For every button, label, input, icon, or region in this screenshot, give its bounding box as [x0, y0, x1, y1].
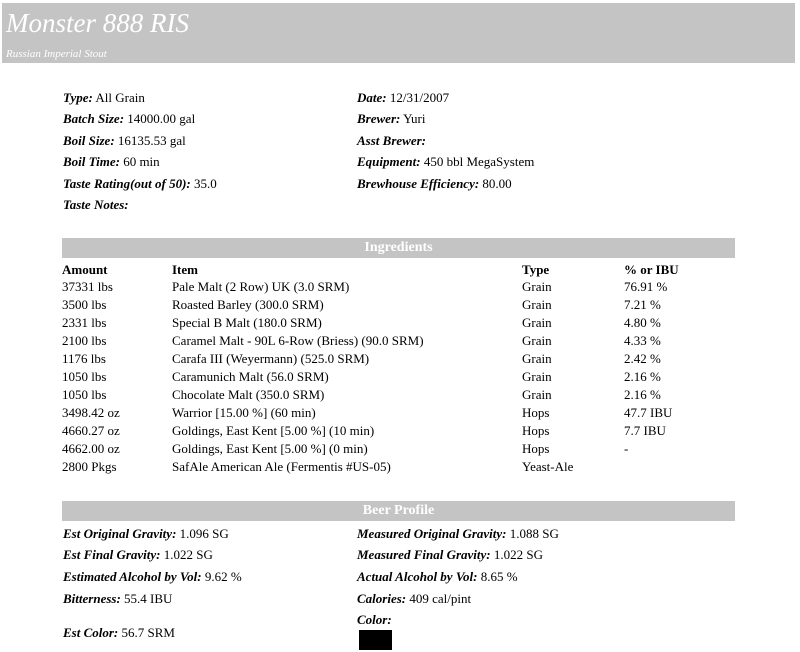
profile-measured-og: Measured Original Gravity: 1.088 SG [357, 526, 559, 541]
info-batch-size: Batch Size: 14000.00 gal [63, 111, 196, 126]
cell-percent-ibu: 2.16 % [624, 369, 661, 384]
cell-amount: 2800 Pkgs [62, 459, 117, 474]
cell-percent-ibu: 2.16 % [624, 387, 661, 402]
cell-amount: 4662.00 oz [62, 441, 120, 456]
info-asst-brewer: Asst Brewer: [357, 133, 426, 148]
cell-item: Goldings, East Kent [5.00 %] (0 min) [172, 441, 368, 456]
table-row [62, 278, 734, 296]
cell-percent-ibu: 7.21 % [624, 297, 661, 312]
recipe-title: Monster 888 RIS [6, 8, 189, 38]
info-equipment: Equipment: 450 bbl MegaSystem [357, 154, 535, 169]
cell-item: Caramunich Malt (56.0 SRM) [172, 369, 329, 384]
cell-type: Grain [522, 315, 552, 330]
info-boil-size: Boil Size: 16135.53 gal [63, 133, 186, 148]
profile-est-abv: Estimated Alcohol by Vol: 9.62 % [63, 569, 242, 584]
cell-type: Grain [522, 387, 552, 402]
profile-est-fg: Est Final Gravity: 1.022 SG [63, 547, 213, 562]
profile-color-label: Color: [357, 612, 392, 627]
info-boil-time: Boil Time: 60 min [63, 154, 160, 169]
cell-type: Grain [522, 369, 552, 384]
cell-type: Yeast-Ale [522, 459, 574, 474]
cell-item: Warrior [15.00 %] (60 min) [172, 405, 316, 420]
cell-percent-ibu: 76.91 % [624, 279, 668, 294]
table-row [62, 440, 734, 458]
col-amount: Amount [62, 262, 108, 277]
cell-percent-ibu: 7.7 IBU [624, 423, 666, 438]
table-row [62, 386, 734, 404]
cell-percent-ibu [624, 458, 734, 476]
cell-type: Hops [522, 441, 550, 456]
table-row [62, 350, 734, 368]
ingredients-heading: Ingredients [62, 238, 735, 258]
cell-item: Caramel Malt - 90L 6-Row (Briess) (90.0 SRM) [172, 333, 424, 348]
table-row [62, 296, 734, 314]
cell-type: Hops [522, 423, 550, 438]
cell-item: Pale Malt (2 Row) UK (3.0 SRM) [172, 279, 350, 294]
col-type: Type [522, 262, 550, 277]
table-row [62, 458, 734, 476]
cell-item: Carafa III (Weyermann) (525.0 SRM) [172, 351, 370, 366]
profile-actual-abv: Actual Alcohol by Vol: 8.65 % [357, 569, 518, 584]
profile-est-color: Est Color: 56.7 SRM [63, 625, 175, 640]
recipe-style: Russian Imperial Stout [6, 48, 107, 60]
info-taste-rating: Taste Rating(out of 50): 35.0 [63, 176, 217, 191]
cell-type: Grain [522, 351, 552, 366]
cell-amount: 2100 lbs [62, 333, 107, 348]
col-percent-ibu: % or IBU [624, 262, 679, 277]
cell-amount: 37331 lbs [62, 279, 113, 294]
info-type: Type: All Grain [63, 90, 145, 105]
cell-item: Chocolate Malt (350.0 SRM) [172, 387, 325, 402]
cell-percent-ibu: 4.80 % [624, 315, 661, 330]
cell-amount: 1176 lbs [62, 351, 106, 366]
cell-amount: 1050 lbs [62, 387, 107, 402]
cell-amount: 2331 lbs [62, 315, 107, 330]
color-swatch [359, 630, 392, 650]
cell-amount: 1050 lbs [62, 369, 107, 384]
info-brewer: Brewer: Yuri [357, 111, 426, 126]
col-item: Item [172, 262, 198, 277]
cell-type: Grain [522, 333, 552, 348]
cell-item: Goldings, East Kent [5.00 %] (10 min) [172, 423, 375, 438]
profile-measured-fg: Measured Final Gravity: 1.022 SG [357, 547, 543, 562]
cell-percent-ibu: 2.42 % [624, 351, 661, 366]
cell-item: SafAle American Ale (Fermentis #US-05) [172, 459, 391, 474]
info-date: Date: 12/31/2007 [357, 90, 450, 105]
beer-profile-heading: Beer Profile [62, 501, 735, 521]
cell-amount: 4660.27 oz [62, 423, 120, 438]
cell-amount: 3500 lbs [62, 297, 107, 312]
cell-percent-ibu: 4.33 % [624, 333, 661, 348]
recipe-header [2, 3, 795, 63]
cell-amount: 3498.42 oz [62, 405, 120, 420]
ingredients-table [62, 262, 734, 476]
profile-est-og: Est Original Gravity: 1.096 SG [63, 526, 229, 541]
cell-type: Grain [522, 297, 552, 312]
cell-percent-ibu: - [624, 441, 629, 456]
info-taste-notes: Taste Notes: [63, 197, 129, 212]
profile-calories: Calories: 409 cal/pint [357, 591, 472, 606]
table-row [62, 332, 734, 350]
info-efficiency: Brewhouse Efficiency: 80.00 [357, 176, 512, 191]
ingredients-header-row [62, 262, 734, 278]
table-row [62, 368, 734, 386]
table-row [62, 314, 734, 332]
cell-percent-ibu: 47.7 IBU [624, 405, 673, 420]
profile-bitterness: Bitterness: 55.4 IBU [63, 591, 173, 606]
cell-item: Special B Malt (180.0 SRM) [172, 315, 322, 330]
cell-item: Roasted Barley (300.0 SRM) [172, 297, 324, 312]
cell-type: Grain [522, 279, 552, 294]
table-row [62, 422, 734, 440]
cell-type: Hops [522, 405, 550, 420]
table-row [62, 404, 734, 422]
